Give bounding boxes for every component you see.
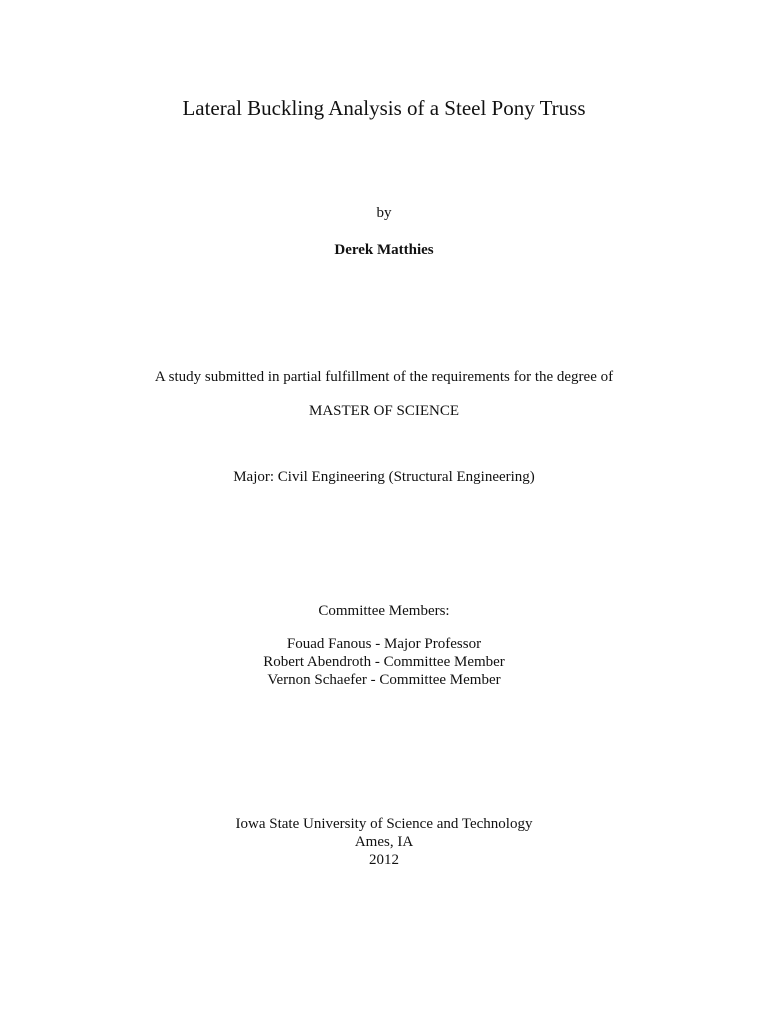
- document-title: Lateral Buckling Analysis of a Steel Pony Truss: [182, 96, 586, 120]
- publication-year: 2012: [369, 852, 399, 868]
- institution-city: Ames, IA: [354, 834, 414, 850]
- institution-name: Iowa State University of Science and Technology: [235, 816, 533, 832]
- by-line: by: [376, 205, 392, 221]
- committee-member: Vernon Schaefer - Committee Member: [267, 672, 501, 688]
- committee-heading: Committee Members:: [318, 603, 450, 619]
- committee-member: Fouad Fanous - Major Professor: [286, 636, 482, 652]
- committee-member: Robert Abendroth - Committee Member: [263, 654, 505, 670]
- degree-name: MASTER OF SCIENCE: [308, 403, 460, 419]
- major-line: Major: Civil Engineering (Structural Engineering): [233, 469, 535, 485]
- submission-statement: A study submitted in partial fulfillment of the requirements for the degree of: [154, 369, 614, 385]
- author-name: Derek Matthies: [334, 242, 434, 258]
